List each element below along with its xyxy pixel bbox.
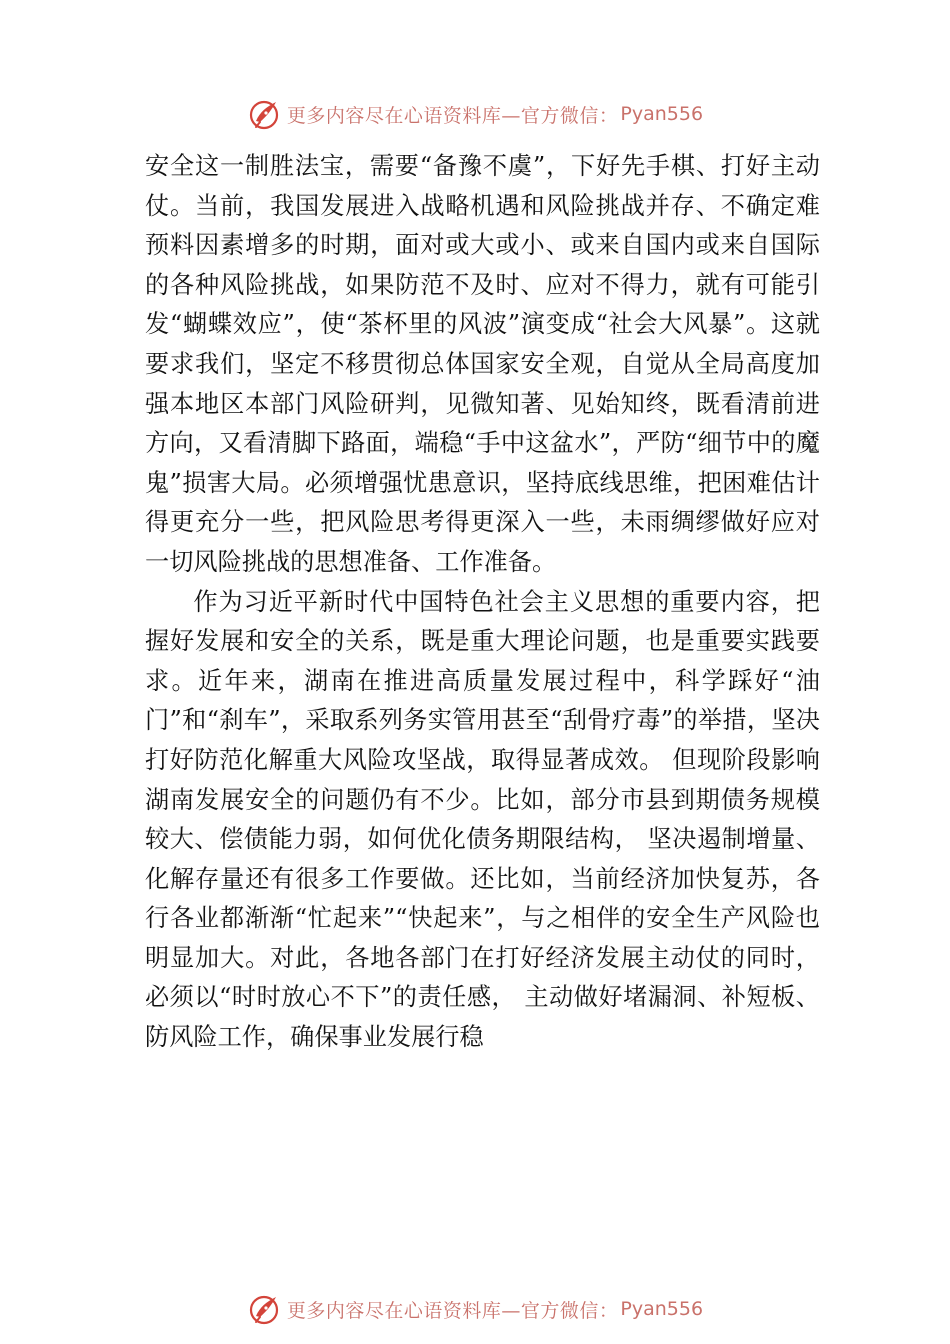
banner-wechat-id: Pyan556	[620, 103, 704, 125]
footer-banner	[0, 1289, 950, 1329]
banner-text: 更多内容尽在心语资料库—官方微信：	[286, 104, 619, 127]
header-banner	[0, 94, 950, 134]
pen-nib-logo-icon	[247, 96, 283, 132]
document-body	[145, 147, 820, 1058]
paragraph: 安全这一制胜法宝，需要“备豫不虞”，下好先手棋、打好主动仗。当前，我国发展进入战略机遇和风险挑战并存、不确定难预料因素增多的时期，面对或大或小、或来自国内或来自国际的各种风险挑战，如果防范不及时、应对不得力，就有可能引发“蝴蝶效应”，使“茶杯里的风波”演变成“社会大风暴”。这就要求我们，坚定不移贯彻总体国家安全观，自觉从全局高度加强本地区本部门风险研判，见微知著、见始知终，既看清前进方向，又看清脚下路面，端稳“手中这盆水”，严防“细节中的魔鬼”损害大局。必须增强忧患意识，坚持底线思维，把困难估计得更充分一些，把风险思考得更深入一些，未雨绸缪做好应对一切风险挑战的思想准备、工作准备。	[145, 152, 820, 576]
banner-text: 更多内容尽在心语资料库—官方微信：	[286, 1299, 619, 1322]
paragraph: 作为习近平新时代中国特色社会主义思想的重要内容，把握好发展和安全的关系，既是重大理论问题，也是重要实践要求。近年来，湖南在推进高质量发展过程中，科学踩好“油门”和“刹车”，采取系列务实管用甚至“刮骨疗毒”的举措，坚决打好防范化解重大风险攻坚战，取得显著成效。 但现阶段影响湖南发展安全的问题仍有不少。比如，部分市县到期债务规模较大、偿债能力弱，如何优化债务期限结构， 坚决遏制增量、化解存量还有很多工作要做。还比如，当前经济加快复苏，各行各业都渐渐“忙起来”“快起来”，与之相伴的安全生产风险也明显加大。对此，各地各部门在打好经济发展主动仗的同时，必须以“时时放心不下”的责任感， 主动做好堵漏洞、补短板、防风险工作，确保事业发展行稳	[145, 587, 820, 1052]
banner-wechat-id: Pyan556	[620, 1298, 704, 1320]
pen-nib-logo-icon	[247, 1291, 283, 1327]
